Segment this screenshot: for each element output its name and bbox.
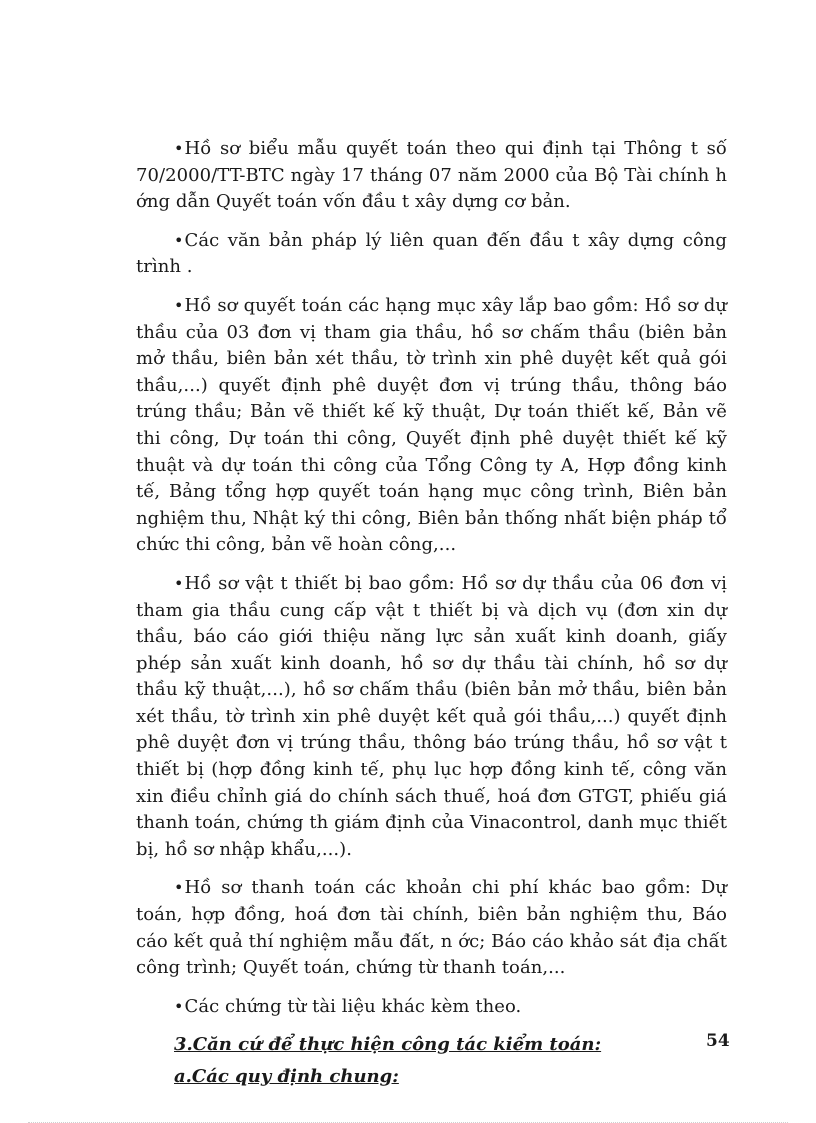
paragraph-text: Các chứng từ tài liệu khác kèm theo.: [184, 995, 522, 1017]
document-body: [136, 136, 727, 1088]
page-number: 54: [706, 1031, 730, 1051]
paragraph-equipment: [136, 571, 727, 864]
paragraph-other-documents: [136, 994, 727, 1021]
paragraph-settlement-forms: [136, 136, 727, 216]
bullet-icon: •: [174, 139, 184, 158]
paragraph-legal-documents: [136, 228, 727, 281]
bullet-icon: •: [174, 295, 184, 315]
paragraph-text: Các văn bản pháp lý liên quan đến đầu t xây dựng công trình .: [136, 229, 727, 278]
paragraph-construction-items: [136, 293, 727, 559]
paragraph-other-expenses: [136, 875, 727, 981]
paragraph-text: Hồ sơ quyết toán các hạng mục xây lắp bao gồm: Hồ sơ dự thầu của 03 đơn vị tham gia thầu, hồ sơ chấm thầu (biên bản mở thầu, biên bản xét thầu, tờ trình xin phê duyệt kết quả gói thầu,...) quyết định phê duyệt đơn vị trúng thầu, thông báo trúng thầu; Bản vẽ thiết kế kỹ thuật, Dự toán thiết kế, Bản vẽ thi công, Dự toán thi công, Quyết định phê duyệt thiết kế kỹ thuật và dự toán thi công của Tổng Công ty A, Hợp đồng kinh tế, Bảng tổng hợp quyết toán hạng mục công trình, Biên bản nghiệm thu, Nhật ký thi công, Biên bản thống nhất biện pháp tổ chức thi công, bản vẽ hoàn công,...: [136, 294, 727, 556]
bullet-icon: •: [174, 996, 184, 1016]
paragraph-text: Hồ sơ thanh toán các khoản chi phí khác bao gồm: Dự toán, hợp đồng, hoá đơn tài chính, biên bản nghiệm thu, Báo cáo kết quả thí nghiệm mẫu đất, n ớc; Báo cáo khảo sát địa chất công trình; Quyết toán, chứng từ thanh toán,...: [136, 877, 727, 979]
paragraph-text: Hồ sơ vật t thiết bị bao gồm: Hồ sơ dự thầu của 06 đơn vị tham gia thầu cung cấp vật t thiết bị và dịch vụ (đơn xin dự thầu, báo cáo giới thiệu năng lực sản xuất kinh doanh, giấy phép sản xuất kinh doanh, hồ sơ dự thầu tài chính, hồ sơ dự thầu kỹ thuật,...), hồ sơ chấm thầu (biên bản mở thầu, biên bản xét thầu, tờ trình xin phê duyệt kết quả gói thầu,...) quyết định phê duyệt đơn vị trúng thầu, thông báo trúng thầu, hồ sơ vật t thiết bị (hợp đồng kinh tế, phụ lục hợp đồng kinh tế, công văn xin điều chỉnh giá do chính sách thuế, hoá đơn GTGT, phiếu giá thanh toán, chứng th giám định của Vinacontrol, danh mục thiết bị, hồ sơ nhập khẩu,...).: [136, 572, 727, 860]
bullet-icon: •: [174, 230, 184, 250]
bullet-icon: •: [174, 878, 184, 898]
section-heading: 3.Căn cứ để thực hiện công tác kiểm toán:: [174, 1034, 602, 1056]
paragraph-text: Hồ sơ biểu mẫu quyết toán theo qui định tại Thông t số 70/2000/TT-BTC ngày 17 tháng 07 năm 2000 của Bộ Tài chính h ớng dẫn Quyết toán vốn đầu t xây dựng cơ bản.: [136, 138, 727, 213]
subsection-heading: a.Các quy định chung:: [174, 1066, 399, 1088]
bullet-icon: •: [174, 573, 184, 593]
